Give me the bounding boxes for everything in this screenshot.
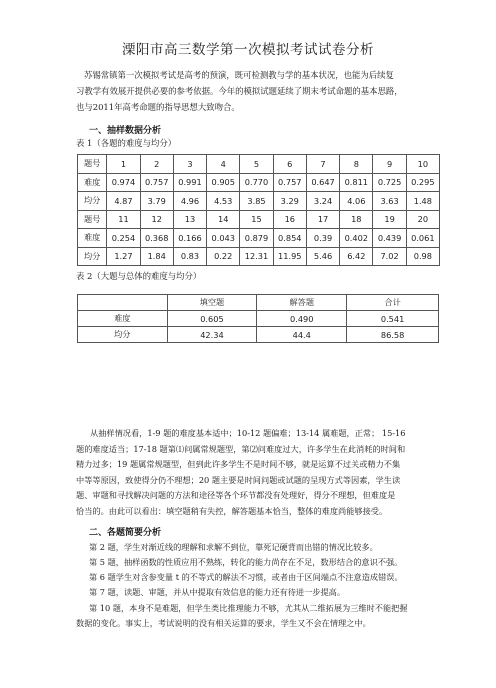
- table1-cell: 0.879: [240, 229, 273, 248]
- table1-cell: 19: [373, 210, 406, 229]
- table1-cell: 0.725: [373, 173, 406, 192]
- table1-cell: 20: [406, 210, 439, 229]
- summary-table: [77, 294, 439, 343]
- table1-cell: 6.42: [340, 247, 373, 266]
- table2-caption: 表 2（大题与总体的难度与均分）: [76, 271, 202, 281]
- table1-cell: 3.24: [306, 192, 339, 211]
- analysis-line: 中等等原因，致使得分仍不理想；20 题主要是时间问题或试题的呈现方式等因素，学生读: [76, 474, 401, 485]
- table1-cell: 3.63: [373, 192, 406, 211]
- table1-cell: 9: [373, 155, 406, 174]
- table2-cell: 0.541: [347, 311, 439, 327]
- item-line: 第 6 题学生对含参变量 t 的不等式的解法不习惯，或者由于区间端点不注意造成错误。: [89, 572, 403, 582]
- table1-cell: 0.83: [173, 247, 206, 266]
- table1-cell: 难度: [78, 173, 107, 192]
- table1-cell: 12: [140, 210, 173, 229]
- table1-row: [78, 229, 440, 248]
- table1-cell: 0.043: [207, 229, 240, 248]
- analysis-line: 题、审题和寻找解决问题的方法和途径等各个环节都没有处理好，得分不理想，但难度是: [76, 490, 396, 501]
- table1-cell: 0.757: [140, 173, 173, 192]
- table1-cell: 1: [107, 155, 140, 174]
- table1-cell: 18: [340, 210, 373, 229]
- section-heading-2: 二、各题简要分析: [89, 528, 162, 538]
- table1-cell: 0.061: [406, 229, 439, 248]
- table1-cell: 7: [306, 155, 339, 174]
- table1-cell: 4.87: [107, 192, 140, 211]
- table1-caption: 表 1（各题的难度与均分）: [76, 138, 177, 148]
- analysis-line: 精力过多；19 题属常规题型，但到此许多学生不是时间不够，就是运算不过关或精力不集: [76, 459, 401, 470]
- table2-cell: 0.490: [257, 311, 347, 327]
- table2-cell: 86.58: [347, 327, 439, 343]
- table1-cell: 难度: [78, 229, 107, 248]
- section-heading-1: 一、抽样数据分析: [89, 126, 162, 136]
- table1-cell: 2: [140, 155, 173, 174]
- table1-cell: 3: [173, 155, 206, 174]
- table1-cell: 4: [207, 155, 240, 174]
- table1-cell: 17: [306, 210, 339, 229]
- table1-cell: 0.98: [406, 247, 439, 266]
- table1-cell: 14: [207, 210, 240, 229]
- table1-cell: 6: [273, 155, 306, 174]
- table1-cell: 13: [173, 210, 206, 229]
- table1-row: [78, 210, 440, 229]
- table1-cell: 3.79: [140, 192, 173, 211]
- table1-cell: 0.974: [107, 173, 140, 192]
- table1-cell: 0.39: [306, 229, 339, 248]
- table2-cell: [78, 295, 168, 311]
- table1-cell: 10: [406, 155, 439, 174]
- table1-cell: 0.402: [340, 229, 373, 248]
- table1-cell: 0.854: [273, 229, 306, 248]
- table1-cell: 均分: [78, 192, 107, 211]
- table2-cell: 解答题: [257, 295, 347, 311]
- table2-row: [78, 327, 439, 343]
- table1-cell: 4.06: [340, 192, 373, 211]
- table2-cell: 合计: [347, 295, 439, 311]
- item-line: 第 7 题，读题、审题，并从中提取有效信息的能力还有待进一步提高。: [89, 587, 346, 597]
- item-line: 数据的变化。事实上，考试说明的没有相关运算的要求，学生又不会在情理之中。: [76, 618, 371, 628]
- table2-cell: 42.34: [167, 327, 257, 343]
- table1-cell: 0.439: [373, 229, 406, 248]
- table1-cell: 0.254: [107, 229, 140, 248]
- table1-cell: 8: [340, 155, 373, 174]
- table2-cell: 难度: [78, 311, 168, 327]
- table2-cell: 44.4: [257, 327, 347, 343]
- analysis-line: 恰当的。由此可以看出：填空题稍有失控，解答题基本恰当，整体的难度尚能够接受。: [76, 505, 388, 516]
- table2-cell: 填空题: [167, 295, 257, 311]
- table1-cell: 4.96: [173, 192, 206, 211]
- table1-cell: 0.770: [240, 173, 273, 192]
- table1-cell: 1.48: [406, 192, 439, 211]
- table2-row: [78, 311, 439, 327]
- table1-cell: 5: [240, 155, 273, 174]
- table1-cell: 0.647: [306, 173, 339, 192]
- analysis-line: 题的难度适当；17-18 题第⑴问属常规题型，第⑵问难度过大，许多学生在此消耗的时间和: [76, 443, 406, 454]
- difficulty-table: [77, 154, 440, 266]
- table1-cell: 题号: [78, 210, 107, 229]
- table1-row: [78, 173, 440, 192]
- table1-row: [78, 247, 440, 266]
- table1-cell: 1.84: [140, 247, 173, 266]
- table1-cell: 0.166: [173, 229, 206, 248]
- table2-cell: 0.605: [167, 311, 257, 327]
- table1-cell: 0.991: [173, 173, 206, 192]
- intro-line: 习教学有效展开提供必要的参考依据。今年的模拟试题延续了期末考试命题的基本思路，: [76, 86, 403, 96]
- table2-row: [78, 295, 439, 311]
- item-line: 第 2 题，学生对渐近线的理解和求解不到位，靠死记硬背而出错的情况比较多。: [89, 542, 378, 552]
- page-title: 溧阳市高三数学第一次模拟考试试卷分析: [122, 42, 374, 58]
- table1-cell: 0.295: [406, 173, 439, 192]
- table1-cell: 3.85: [240, 192, 273, 211]
- intro-paragraph: [76, 67, 448, 115]
- table1-cell: 4.53: [207, 192, 240, 211]
- table1-cell: 0.368: [140, 229, 173, 248]
- table1-cell: 11.95: [273, 247, 306, 266]
- item-line: 第 10 题，本身不是难题，但学生类比推理能力不够，尤其从二维拓展为三维时不能把握: [89, 603, 408, 613]
- table1-cell: 3.29: [273, 192, 306, 211]
- table1-cell: 11: [107, 210, 140, 229]
- table1-cell: 5.46: [306, 247, 339, 266]
- table1-cell: 1.27: [107, 247, 140, 266]
- table1-cell: 均分: [78, 247, 107, 266]
- analysis-line: 从抽样情况看，1-9 题的难度基本适中；10-12 题偏难；13-14 属难题，正常； 15-16: [90, 428, 406, 438]
- table1-cell: 题号: [78, 155, 107, 174]
- item-line: 第 5 题，抽样函数的性质应用不熟练，转化的能力尚存在不足，数形结合的意识不强。: [89, 557, 403, 567]
- intro-line: 也与2011年高考命题的指导思想大致吻合。: [76, 102, 240, 112]
- table1-cell: 0.905: [207, 173, 240, 192]
- table1-cell: 7.02: [373, 247, 406, 266]
- table1-cell: 0.757: [273, 173, 306, 192]
- intro-line: 苏锡常镇第一次模拟考试是高考的预演，既可检测教与学的基本状况，也能为后续复: [84, 70, 394, 80]
- table1-row: [78, 155, 440, 174]
- table1-cell: 0.811: [340, 173, 373, 192]
- table1-cell: 12.31: [240, 247, 273, 266]
- table1-cell: 0.22: [207, 247, 240, 266]
- table1-cell: 15: [240, 210, 273, 229]
- table2-cell: 均分: [78, 327, 168, 343]
- analysis-paragraph: [76, 426, 454, 520]
- table1-cell: 16: [273, 210, 306, 229]
- table1-row: [78, 192, 440, 211]
